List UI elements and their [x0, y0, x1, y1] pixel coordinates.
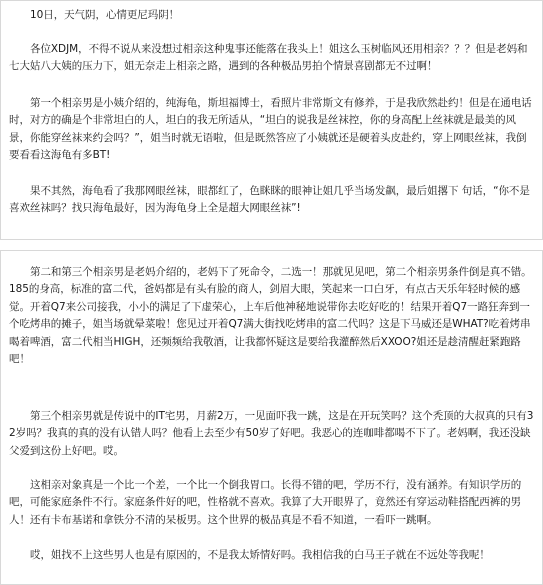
summary-paragraph: 这相亲对象真是一个比一个差，一个比一个倒我胃口。长得不错的吧，学历不行，没有涵养。有知识学历的吧，可能家庭条件不行。家庭条件好的吧，性格就不喜欢。我算了大开眼界了，竟然还有穿运动鞋搭配西裤的男人！还有卡布基诺和拿铁分不清的呆板男。这个世界的极品真是不看不知道，一看吓一跳啊。 [9, 479, 522, 526]
intro-paragraph: 各位XDJM，不得不说从来没想过相亲这种鬼事还能落在我头上！姐这么玉树临风还用相亲？？？但是老妈和七大姑八大姨的压力下，姐无奈走上相亲之路，遇到的各种极品男拍个情景喜剧都无不过啊！ [9, 43, 528, 73]
first-date-paragraph: 第一个相亲男是小姨介绍的，纯海龟，斯坦福博士，看照片非常斯文有修养，于是我欣然赴约！但是在通电话时，对方的确是个非常坦白的人，坦白的我无所适从，“坦白的说我是丝袜控，你的身高配上丝袜就是最美的风景，你能穿丝袜来约会吗？”，姐当时就无语啦，但是既然答应了小姨就还是硬着头皮赴约，穿上网眼丝袜，我倒要看看这海龟有多BT! [9, 97, 532, 162]
diary-panel-bottom [0, 250, 543, 585]
closing-paragraph: 哎，姐找不上这些男人也是有原因的，不是我太矫情好吗。我相信我的白马王子就在不远处等我呢！ [30, 549, 490, 561]
second-date-paragraph: 第二和第三个相亲男是老妈介绍的，老妈下了死命令，二选一！那就见见吧，第二个相亲男条件倒是真不错。185的身高，标准的富二代，爸妈都是有头有脸的商人，剑眉大眼，笑起来一口白牙，有点古天乐年轻时候的感觉。开着Q7来公司接我，小小的满足了下虚荣心，上车后他神秘地说带你去吃好吃的！结果开着Q7一路狂奔到一个吃烤串的摊子，姐当场就晕菜啦！您见过开着Q7满大街找吃烤串的富二代吗？这是下马威还是WHAT?吃着烤串喝着啤酒，富二代相当HIGH，还频频给我敬酒，让我都怀疑这是要给我灌醉然后XXOO?姐还是趁清醒赶紧跑路吧！ [9, 266, 532, 366]
third-date-paragraph: 第三个相亲男就是传说中的IT宅男，月薪2万，一见面吓我一跳，这是在开玩笑吗？这个秃顶的大叔真的只有32岁吗？我真的真的没有认错人吗？他看上去至少有50岁了好吧。我恶心的连咖啡都喝不下了。老妈啊，我还没缺父爱到这份上好吧。哎。 [9, 410, 534, 457]
date-weather-line: 10日，天气阴，心情更尼玛阴！ [30, 9, 180, 21]
diary-panel-top [0, 0, 543, 240]
first-date-ending-paragraph: 果不其然，海龟看了我那网眼丝袜，眼都红了，色眯眯的眼神让姐几乎当场发飙，最后姐撂下 句话，“你不是喜欢丝袜吗？找只海龟最好，因为海龟身上全是超大网眼丝袜”! [9, 185, 530, 215]
